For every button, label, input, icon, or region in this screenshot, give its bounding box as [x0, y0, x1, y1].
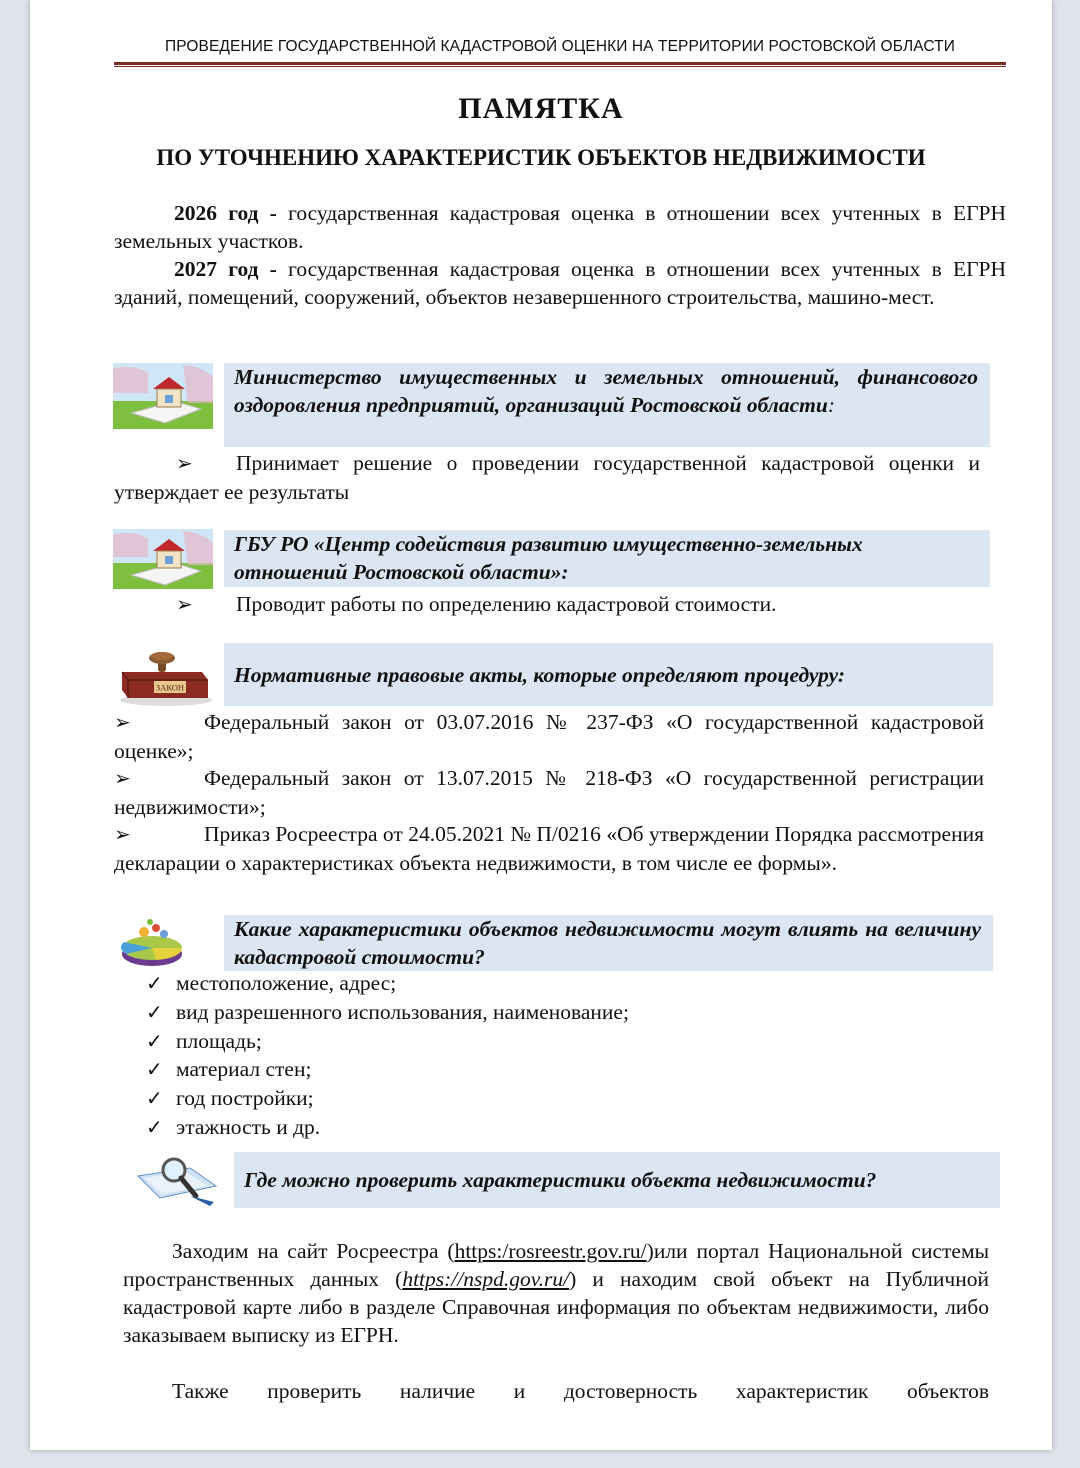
gbu-item-text: Проводит работы по определению кадастровой стоимости.: [236, 592, 777, 616]
arrow-bullet-icon: ➢: [114, 768, 131, 790]
law-book-label: ЗАКОН: [155, 682, 185, 693]
law-item-2-text: Федеральный закон от 13.07.2015 № 218-ФЗ «О государственной регистрации недвижимости»;: [114, 766, 984, 819]
pie-chart-icon: [116, 912, 186, 970]
ministry-heading-text: Министерство имущественных и земельных отношений, финансового оздоровления предприятий, организаций Ростовской области: [234, 365, 978, 417]
check-icon: ✓: [146, 1030, 163, 1053]
check-icon: ✓: [146, 1116, 163, 1139]
check-icon: ✓: [146, 1059, 163, 1082]
check-icon: ✓: [146, 1001, 163, 1024]
law-item-3: [114, 820, 984, 877]
header-rule-thin: [114, 66, 1006, 67]
list-item: ✓ год постройки;: [146, 1085, 629, 1114]
house-icon: [113, 529, 213, 589]
house-icon: [113, 363, 213, 429]
section-heading-characteristics: [224, 915, 993, 971]
arrow-bullet-icon: ➢: [176, 594, 193, 616]
list-item: ✓ этажность и др.: [146, 1114, 629, 1143]
gbu-heading-text: ГБУ РО «Центр содействия развитию имущественно-земельных отношений Ростовской области»:: [234, 532, 863, 584]
list-item: ✓ материал стен;: [146, 1056, 629, 1085]
law-item-2: [114, 764, 984, 821]
section-heading-ministry: [224, 363, 990, 447]
info-paragraph-2: Также проверить наличие и достоверность характеристик объектов: [172, 1379, 989, 1403]
intro-2027: [114, 255, 1006, 311]
rosreestr-link[interactable]: https:/rosreestr.gov.ru/: [454, 1239, 647, 1263]
ministry-item-text: Принимает решение о проведении государственной кадастровой оценки и утверждает ее результаты: [114, 451, 980, 504]
arrow-bullet-icon: ➢: [176, 453, 193, 475]
characteristics-list: [146, 970, 629, 1143]
laws-heading-text: Нормативные правовые акты, которые определяют процедуру:: [234, 663, 846, 687]
intro-2026: [114, 199, 1006, 255]
characteristics-heading-text: Какие характеристики объектов недвижимости могут влиять на величину кадастровой стоимости?: [234, 917, 981, 969]
arrow-bullet-icon: ➢: [114, 824, 131, 846]
check-heading-text: Где можно проверить характеристики объекта недвижимости?: [244, 1168, 877, 1192]
intro-2026-text: государственная кадастровая оценка в отношении всех учтенных в ЕГРН земельных участков.: [114, 201, 1006, 253]
check-icon: ✓: [146, 1088, 163, 1111]
section-heading-laws: [224, 643, 993, 706]
law-item-3-text: Приказ Росреестра от 24.05.2021 № П/0216 «Об утверждении Порядка рассмотрения декларации о характеристиках объекта недвижимости, в том числе ее формы».: [114, 822, 984, 875]
check-icon: ✓: [146, 973, 163, 995]
page-subtitle: ПО УТОЧНЕНИЮ ХАРАКТЕРИСТИК ОБЪЕКТОВ НЕДВИЖИМОСТИ: [156, 145, 926, 170]
arrow-bullet-icon: ➢: [114, 712, 131, 734]
header-rule: [114, 62, 1006, 65]
section-heading-check: [234, 1152, 1000, 1208]
page-title: ПАМЯТКА: [458, 92, 624, 125]
list-item: ✓ вид разрешенного использования, наименование;: [146, 999, 629, 1028]
document-page: [30, 0, 1052, 1450]
intro-2026-year: 2026 год -: [174, 201, 277, 225]
law-item-1: [114, 708, 984, 765]
info-paragraph: Заходим на сайт Росреестра (https:/rosreestr.gov.ru/)или портал Национальной системы пространственных данных (https://nspd.gov.ru/) и находим свой объект на Публичной кадастровой карте либо в разделе Справочная информация по объектам недвижимости, либо заказываем выписку из ЕГРН.: [123, 1239, 990, 1347]
law-item-1-text: Федеральный закон от 03.07.2016 № 237-ФЗ «О государственной кадастровой оценке»;: [114, 710, 984, 763]
law-book-icon: [114, 650, 214, 708]
ministry-item: [114, 449, 980, 506]
running-header: ПРОВЕДЕНИЕ ГОСУДАРСТВЕННОЙ КАДАСТРОВОЙ ОЦЕНКИ НА ТЕРРИТОРИИ РОСТОВСКОЙ ОБЛАСТИ: [165, 38, 955, 55]
intro-2027-year: 2027 год -: [174, 257, 277, 281]
ministry-heading-colon: :: [827, 393, 835, 417]
list-item: ✓ местоположение, адрес;: [146, 970, 629, 999]
magnifier-icon: [130, 1156, 220, 1208]
section-heading-gbu: [224, 530, 990, 587]
gbu-item: [114, 590, 980, 619]
list-item: ✓ площадь;: [146, 1028, 629, 1057]
intro-2027-text: государственная кадастровая оценка в отношении всех учтенных в ЕГРН зданий, помещений, сооружений, объектов незавершенного строительства, машино-мест.: [114, 257, 1006, 309]
nspd-link[interactable]: https://nspd.gov.ru/: [402, 1267, 570, 1291]
